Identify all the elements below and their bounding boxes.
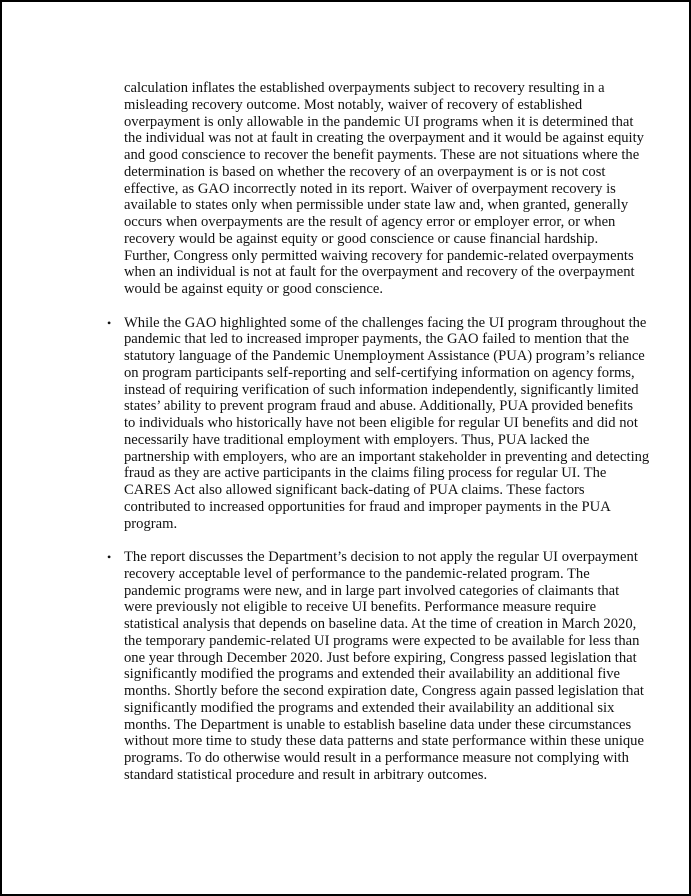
text-line: on program participants self-reporting and self-certifying information on agency forms, xyxy=(124,364,635,381)
text-line: the individual was not at fault in creating the overpayment and it would be against equity xyxy=(124,130,644,147)
text-line: Further, Congress only permitted waiving recovery for pandemic-related overpayments xyxy=(124,247,634,264)
text-line: states’ ability to prevent program fraud and abuse. Additionally, PUA provided benefits xyxy=(124,398,634,415)
text-line: recovery acceptable level of performance to the pandemic-related program. The xyxy=(124,565,590,582)
text-line: pandemic programs were new, and in large part involved categories of claimants that xyxy=(124,582,620,599)
bullet-icon: • xyxy=(107,550,112,564)
bullet-item-pua-fraud xyxy=(107,314,650,533)
text-line: While the GAO highlighted some of the challenges facing the UI program throughout the xyxy=(124,314,647,331)
text-line: contributed to increased opportunities for fraud and improper payments in the PUA xyxy=(124,498,611,515)
text-line: instead of requiring verification of such information independently, significantly limited xyxy=(124,381,639,398)
text-line: statistical analysis that depends on baseline data. At the time of creation in March 2020, xyxy=(124,616,637,632)
text-line: partnership with employers, who are an important stakeholder in preventing and detecting xyxy=(124,448,650,465)
text-line: when an individual is not at fault for the overpayment and recovery of the overpayment xyxy=(124,264,635,281)
text-line: available to states only when permissible under state law and, when granted, generally xyxy=(124,197,629,214)
text-line: effective, as GAO incorrectly noted in its report. Waiver of overpayment recovery is xyxy=(124,180,616,197)
text-line: determination is based on whether the recovery of an overpayment is or is not cost xyxy=(124,163,606,180)
text-line: recovery would be against equity or good conscience or cause financial hardship. xyxy=(124,230,599,247)
text-line: standard statistical procedure and result in arbitrary outcomes. xyxy=(124,766,488,783)
text-line: programs. To do otherwise would result in a performance measure not complying with xyxy=(124,750,629,766)
text-line: would be against equity or good conscience. xyxy=(124,281,383,297)
text-line: occurs when overpayments are the result of agency error or employer error, or when xyxy=(124,214,616,230)
text-line: program. xyxy=(124,515,178,532)
text-line: to individuals who historically have not been eligible for regular UI benefits and did not xyxy=(124,415,638,431)
text-line: CARES Act also allowed significant back-dating of PUA claims. These factors xyxy=(124,482,585,498)
text-line: and good conscience to recover the benefit payments. These are not situations where the xyxy=(124,147,640,163)
text-line: fraud as they are active participants in the claims filing process for regular UI. The xyxy=(124,465,607,482)
continuation-paragraph xyxy=(124,80,644,298)
text-line: months. The Department is unable to establish baseline data under these circumstances xyxy=(124,716,632,733)
text-line: overpayment is only allowable in the pandemic UI programs when it is determined that xyxy=(124,113,634,130)
text-line: statutory language of the Pandemic Unemployment Assistance (PUA) program’s reliance xyxy=(124,348,645,364)
text-line: one year through December 2020. Just before expiring, Congress passed legislation that xyxy=(124,649,637,666)
text-line: necessarily have traditional employment with employers. Thus, PUA lacked the xyxy=(124,431,590,448)
text-line: pandemic that led to increased improper payments, the GAO failed to mention that the xyxy=(124,331,629,348)
text-line: the temporary pandemic-related UI programs were expected to be available for less than xyxy=(124,632,640,649)
text-line: calculation inflates the established overpayments subject to recovery resulting in a xyxy=(124,80,605,96)
text-line: significantly modified the programs and extended their availability an additional five xyxy=(124,666,621,683)
text-line: without more time to study these data patterns and state performance within these unique xyxy=(124,733,644,750)
text-line: were previously not eligible to receive UI benefits. Performance measure require xyxy=(124,599,597,616)
document-body xyxy=(107,80,650,800)
text-line: significantly modified the programs and extended their availability an additional six xyxy=(124,699,615,716)
text-line: misleading recovery outcome. Most notably, waiver of recovery of established xyxy=(124,96,583,113)
text-line: months. Shortly before the second expiration date, Congress again passed legislation that xyxy=(124,683,644,699)
bullet-item-performance-measure xyxy=(107,549,644,784)
bullet-icon: • xyxy=(107,315,112,330)
text-line: The report discusses the Department’s decision to not apply the regular UI overpayment xyxy=(124,549,638,565)
